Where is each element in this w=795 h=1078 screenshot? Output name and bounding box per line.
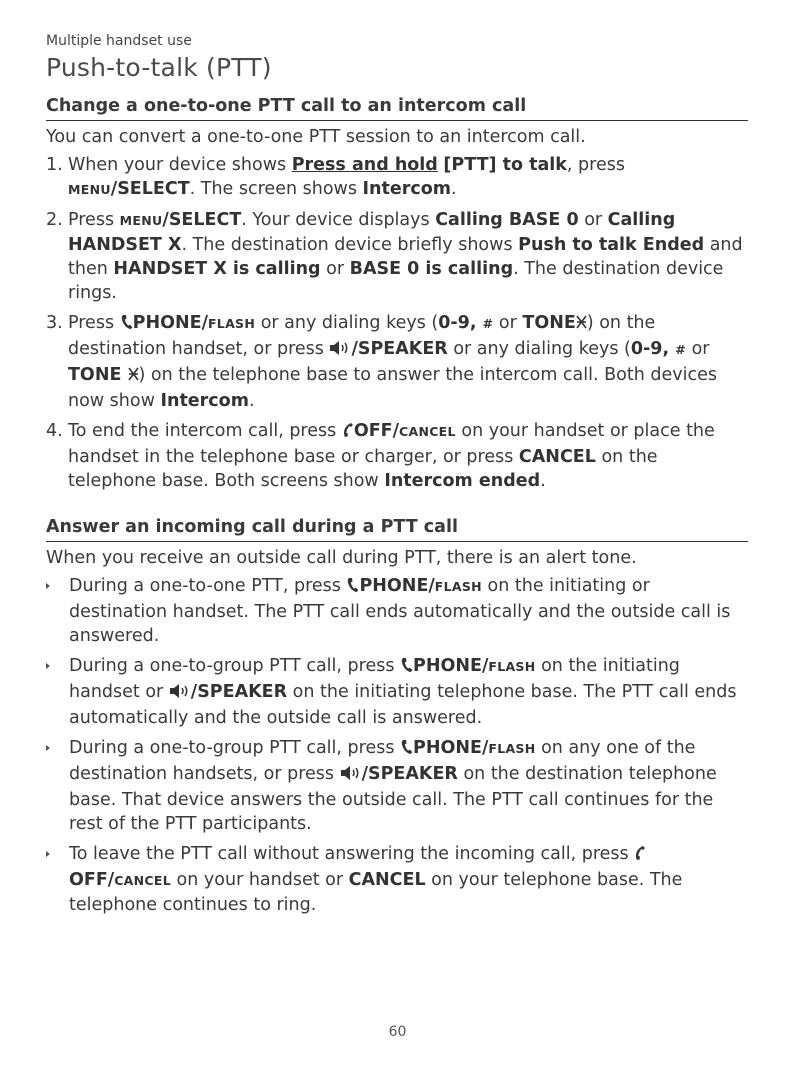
- step-4: 4. To end the intercom call, press OFF/CANCEL on your handset or place the handset in the telephone base or charger, or press CANCEL on the telephone base. Both screens show Intercom ended.: [46, 421, 715, 491]
- bullet-triangle-icon: [46, 745, 50, 751]
- answer-bullets: [46, 574, 748, 917]
- manual-page: [46, 30, 748, 923]
- step-1: 1. When your device shows Press and hold [PTT] to talk, press MENU/SELECT. The screen shows Intercom.: [46, 155, 625, 199]
- section2-intro: When you receive an outside call during PTT, there is an alert tone.: [46, 548, 637, 568]
- bullet-triangle-icon: [46, 583, 50, 589]
- bullet-3: During a one-to-group PTT call, press PHONE/FLASH on any one of the destination handsets, or press /SPEAKER on the destination telephone base. That device answers the outside call. The PTT call continues for the rest of the PTT participants.: [46, 736, 748, 836]
- bullet-triangle-icon: [46, 851, 50, 857]
- section-label: Multiple handset use: [46, 33, 192, 49]
- bullet-1: During a one-to-one PTT, press PHONE/FLASH on the initiating or destination handset. The PTT call ends automatically and the outside call is answered.: [46, 574, 748, 648]
- section1-intro: You can convert a one-to-one PTT session to an intercom call.: [46, 127, 586, 147]
- phone-icon: [120, 313, 133, 337]
- phone-icon: [400, 738, 413, 762]
- page-number: 60: [388, 1024, 407, 1040]
- speaker-icon: [340, 764, 362, 788]
- phone-icon: [400, 656, 413, 680]
- tone-icon: [576, 313, 587, 337]
- section-heading-answer-during-ptt: Answer an incoming call during a PTT call: [46, 515, 748, 542]
- bullet-2: During a one-to-group PTT call, press PHONE/FLASH on the initiating handset or /SPEAKER on the initiating telephone base. The PTT call ends automatically and the outside call is answered.: [46, 654, 748, 730]
- bullet-4: To leave the PTT call without answering the incoming call, press OFF/CANCEL on your handset or CANCEL on your telephone base. The telephone continues to ring.: [46, 842, 748, 917]
- tone-icon: [128, 365, 139, 389]
- speaker-icon: [169, 682, 191, 706]
- bullet-triangle-icon: [46, 663, 50, 669]
- off-hook-icon: [634, 844, 646, 868]
- page-title: Push-to-talk (PTT): [46, 53, 272, 82]
- intercom-steps: [46, 153, 748, 493]
- phone-icon: [346, 576, 359, 600]
- step-3: 3. Press PHONE/FLASH or any dialing keys (0-9, # or TONE ) on the destination handset, or press /SPEAKER or any dialing keys (0-9, # or TONE ) on the telephone base to answer the intercom call. Both devices now show Intercom.: [46, 313, 717, 411]
- off-hook-icon: [342, 421, 354, 445]
- step-2: 2. Press MENU/SELECT. Your device displays Calling BASE 0 or Calling HANDSET X. The destination device briefly shows Push to talk Ended and then HANDSET X is calling or BASE 0 is calling. The destination device rings.: [46, 210, 743, 303]
- speaker-icon: [329, 339, 351, 363]
- section-heading-change-to-intercom: Change a one-to-one PTT call to an intercom call: [46, 94, 748, 121]
